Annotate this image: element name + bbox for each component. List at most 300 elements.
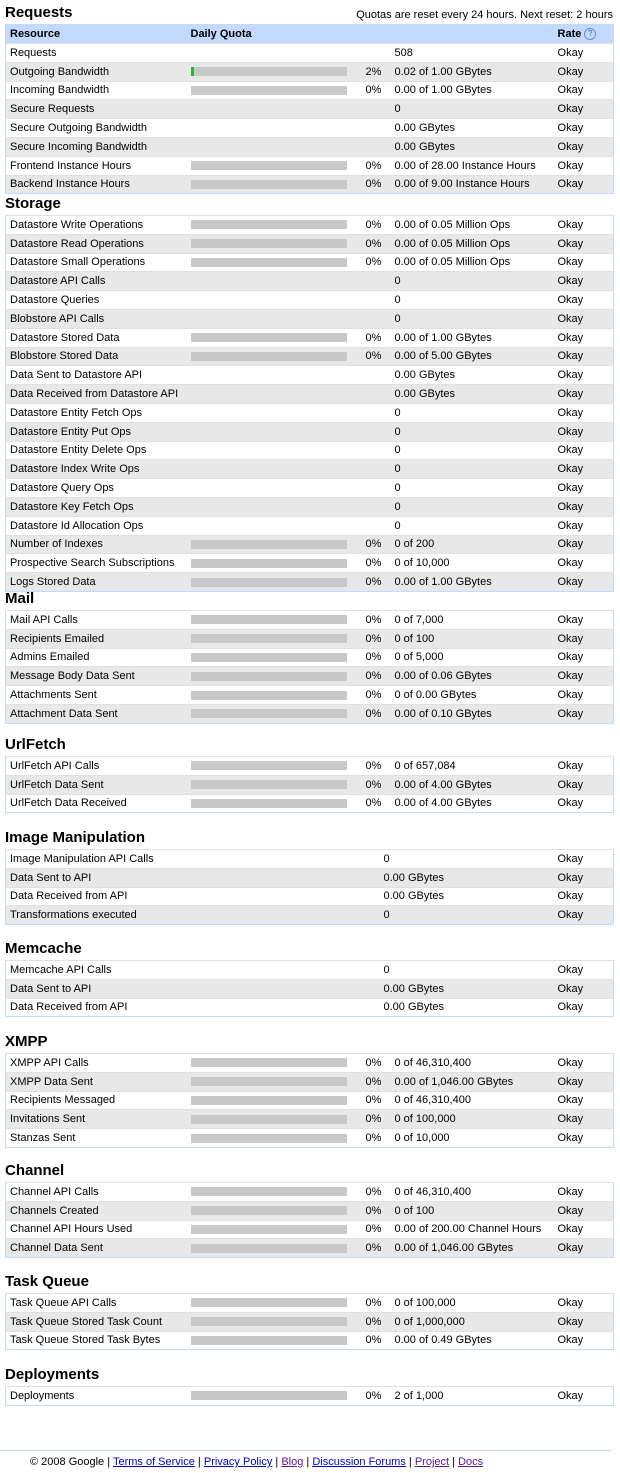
quota-bar-cell: [187, 272, 354, 291]
quota-bar: [191, 1077, 347, 1086]
quota-value: 0.00 of 1.00 GBytes: [391, 81, 554, 100]
resource-name: Recipients Messaged: [6, 1091, 187, 1110]
section-title: [5, 829, 613, 849]
table-row: [6, 757, 614, 776]
quota-bar-cell: [187, 291, 354, 310]
quota-bar: [191, 1391, 347, 1400]
quota-bar: [191, 672, 347, 681]
quota-table: [5, 1293, 614, 1350]
table-row: [6, 479, 614, 498]
resource-name: XMPP Data Sent: [6, 1072, 187, 1091]
table-row: [6, 1091, 614, 1110]
quota-percent: 0%: [354, 347, 391, 366]
resource-name: Datastore Key Fetch Ops: [6, 497, 187, 516]
quota-table: [5, 1386, 614, 1406]
quota-table: [5, 960, 614, 1017]
table-row: [6, 868, 614, 887]
quota-percent: [354, 137, 391, 156]
empty-cell: [187, 998, 380, 1017]
quota-value: 0.00 of 0.10 GBytes: [391, 704, 554, 723]
resource-name: Datastore Small Operations: [6, 253, 187, 272]
quota-bar: [191, 1298, 347, 1307]
resource-name: Datastore Entity Fetch Ops: [6, 403, 187, 422]
section-storage: [5, 195, 613, 592]
quota-value: 0 of 1,000,000: [391, 1312, 554, 1331]
quota-value: 0.00 GBytes: [391, 137, 554, 156]
quota-table: [5, 24, 614, 194]
rate-status: Okay: [554, 794, 614, 813]
resource-name: Secure Requests: [6, 100, 187, 119]
resource-name: Admins Emailed: [6, 648, 187, 667]
resource-name: Frontend Instance Hours: [6, 156, 187, 175]
quota-percent: 0%: [354, 794, 391, 813]
quota-percent: 0%: [354, 554, 391, 573]
quota-bar-cell: [187, 100, 354, 119]
table-row: [6, 667, 614, 686]
table-row: [6, 366, 614, 385]
quota-bar-cell: [187, 460, 354, 479]
rate-status: Okay: [554, 648, 614, 667]
quota-value: 0 of 10,000: [391, 554, 554, 573]
section-xmpp: [5, 1033, 613, 1148]
rate-status: Okay: [554, 1387, 614, 1406]
resource-name: Logs Stored Data: [6, 573, 187, 592]
quota-percent: 0%: [354, 1201, 391, 1220]
quota-bar-cell: [187, 1091, 354, 1110]
quota-bar-cell: [187, 1312, 354, 1331]
resource-name: Channel API Hours Used: [6, 1220, 187, 1239]
quota-bar-cell: [187, 309, 354, 328]
quota-bar-cell: [187, 1387, 354, 1406]
section-deployments: [5, 1366, 613, 1406]
quota-percent: [354, 516, 391, 535]
header-resource: Resource: [6, 25, 187, 44]
rate-status: Okay: [554, 347, 614, 366]
quota-value: 0: [391, 291, 554, 310]
rate-status: Okay: [554, 535, 614, 554]
quota-percent: [354, 497, 391, 516]
resource-name: Datastore Entity Delete Ops: [6, 441, 187, 460]
rate-status: Okay: [554, 441, 614, 460]
empty-cell: [187, 850, 380, 869]
section-title-text: Mail: [5, 590, 35, 607]
quota-percent: 0%: [354, 216, 391, 235]
empty-cell: [187, 961, 380, 980]
resource-name: Blobstore API Calls: [6, 309, 187, 328]
table-row: [6, 998, 614, 1017]
quota-bar-cell: [187, 704, 354, 723]
quota-bar: [191, 691, 347, 700]
section-channel: [5, 1162, 613, 1258]
section-title-text: XMPP: [5, 1033, 48, 1050]
rate-status: Okay: [554, 119, 614, 138]
quota-bar: [191, 615, 347, 624]
section-title-text: Storage: [5, 195, 61, 212]
table-row: [6, 794, 614, 813]
quota-value: 0 of 0.00 GBytes: [391, 686, 554, 705]
footer: [0, 1450, 612, 1468]
quota-value: 0.00 of 9.00 Instance Hours: [391, 175, 554, 194]
quota-value: 0: [380, 850, 554, 869]
quota-bar: [191, 634, 347, 643]
resource-name: Channel API Calls: [6, 1183, 187, 1202]
quota-bar-cell: [187, 1183, 354, 1202]
quota-value: 2 of 1,000: [391, 1387, 554, 1406]
footer-link-blog[interactable]: Blog: [281, 1456, 304, 1468]
rate-status: Okay: [554, 156, 614, 175]
quota-bar: [191, 161, 347, 170]
resource-name: Data Received from API: [6, 887, 187, 906]
rate-status: Okay: [554, 1331, 614, 1350]
resource-name: UrlFetch Data Received: [6, 794, 187, 813]
quota-percent: 0%: [354, 1387, 391, 1406]
rate-status: Okay: [554, 497, 614, 516]
table-row: [6, 1220, 614, 1239]
quota-value: 0.00 of 1,046.00 GBytes: [391, 1239, 554, 1258]
section-title-text: Image Manipulation: [5, 829, 146, 846]
resource-name: Attachments Sent: [6, 686, 187, 705]
table-row: [6, 887, 614, 906]
rate-status: Okay: [554, 62, 614, 81]
quota-bar: [191, 780, 347, 789]
quota-bar: [191, 1336, 347, 1345]
quota-bar: [191, 67, 347, 76]
footer-link-docs[interactable]: Docs: [458, 1456, 484, 1468]
quota-value: 0.00 of 0.05 Million Ops: [391, 253, 554, 272]
quota-value: 0: [391, 479, 554, 498]
quota-percent: 0%: [354, 1072, 391, 1091]
quota-value: 0 of 657,084: [391, 757, 554, 776]
table-row: [6, 1239, 614, 1258]
quota-percent: 2%: [354, 62, 391, 81]
quota-percent: 0%: [354, 156, 391, 175]
table-row: [6, 441, 614, 460]
quota-percent: 0%: [354, 686, 391, 705]
rate-status: Okay: [554, 137, 614, 156]
quota-bar: [191, 333, 347, 342]
section-memcache: [5, 940, 613, 1017]
resource-name: Channel Data Sent: [6, 1239, 187, 1258]
quota-bar-cell: [187, 794, 354, 813]
table-row: [6, 100, 614, 119]
table-row: [6, 648, 614, 667]
resource-name: Data Sent to API: [6, 868, 187, 887]
quota-bar-cell: [187, 1129, 354, 1148]
quota-bar: [191, 578, 347, 587]
rate-status: Okay: [554, 686, 614, 705]
quota-bar-cell: [187, 757, 354, 776]
quota-percent: 0%: [354, 234, 391, 253]
rate-status: Okay: [554, 961, 614, 980]
quota-bar: [191, 1225, 347, 1234]
table-row: [6, 629, 614, 648]
quota-bar: [191, 258, 347, 267]
quota-bar-cell: [187, 1110, 354, 1129]
quota-value: 0.00 of 0.06 GBytes: [391, 667, 554, 686]
rate-status: Okay: [554, 1091, 614, 1110]
rate-status: Okay: [554, 998, 614, 1017]
quota-bar-cell: [187, 216, 354, 235]
resource-name: Requests: [6, 44, 187, 63]
quota-value: 0: [391, 272, 554, 291]
header-daily-quota: Daily Quota: [187, 25, 554, 44]
resource-name: Task Queue Stored Task Count: [6, 1312, 187, 1331]
quota-bar: [191, 1096, 347, 1105]
resource-name: Secure Outgoing Bandwidth: [6, 119, 187, 138]
quota-bar-cell: [187, 403, 354, 422]
help-icon[interactable]: ?: [584, 28, 596, 40]
table-row: [6, 573, 614, 592]
resource-name: Data Sent to API: [6, 979, 187, 998]
quota-value: 0 of 10,000: [391, 1129, 554, 1148]
quota-bar: [191, 1244, 347, 1253]
quota-bar-cell: [187, 497, 354, 516]
quota-value: 0 of 200: [391, 535, 554, 554]
rate-status: Okay: [554, 216, 614, 235]
quota-percent: [354, 366, 391, 385]
quota-percent: [354, 479, 391, 498]
quota-bar-cell: [187, 573, 354, 592]
quota-value: 0: [380, 961, 554, 980]
section-title: [5, 940, 613, 960]
table-row: [6, 497, 614, 516]
empty-cell: [187, 887, 380, 906]
resource-name: UrlFetch Data Sent: [6, 775, 187, 794]
quota-bar-cell: [187, 253, 354, 272]
quota-percent: [354, 309, 391, 328]
quota-percent: 0%: [354, 1110, 391, 1129]
table-row: [6, 1183, 614, 1202]
resource-name: Channels Created: [6, 1201, 187, 1220]
quota-percent: 0%: [354, 175, 391, 194]
quota-value: 0.00 of 1.00 GBytes: [391, 328, 554, 347]
rate-status: Okay: [554, 887, 614, 906]
quota-value: 0.00 of 5.00 GBytes: [391, 347, 554, 366]
quota-value: 0.00 GBytes: [391, 385, 554, 404]
rate-status: Okay: [554, 403, 614, 422]
section-image-manipulation: [5, 829, 613, 925]
quota-value: 0.00 of 1,046.00 GBytes: [391, 1072, 554, 1091]
footer-separator: |: [194, 1456, 204, 1468]
footer-separator: |: [272, 1456, 282, 1468]
quota-value: 0: [391, 309, 554, 328]
quota-value: 0: [391, 100, 554, 119]
rate-status: Okay: [554, 775, 614, 794]
resource-name: Data Received from API: [6, 998, 187, 1017]
quota-value: 0 of 100: [391, 1201, 554, 1220]
table-row: [6, 704, 614, 723]
rate-status: Okay: [554, 611, 614, 630]
rate-status: Okay: [554, 1312, 614, 1331]
quota-value: 0 of 46,310,400: [391, 1054, 554, 1073]
quota-value: 0.00 of 0.05 Million Ops: [391, 234, 554, 253]
quota-bar-cell: [187, 554, 354, 573]
quota-percent: 0%: [354, 573, 391, 592]
quota-table: [5, 610, 614, 724]
rate-status: Okay: [554, 1054, 614, 1073]
quota-percent: [354, 460, 391, 479]
rate-status: Okay: [554, 667, 614, 686]
quota-value: 0.00 of 200.00 Channel Hours: [391, 1220, 554, 1239]
quota-bar-cell: [187, 775, 354, 794]
table-row: [6, 535, 614, 554]
quota-percent: 0%: [354, 81, 391, 100]
quota-bar-cell: [187, 62, 354, 81]
quota-percent: 0%: [354, 648, 391, 667]
quota-value: 0.00 GBytes: [380, 887, 554, 906]
quota-value: 0.02 of 1.00 GBytes: [391, 62, 554, 81]
table-row: [6, 1072, 614, 1091]
quota-value: 0 of 100: [391, 629, 554, 648]
quota-bar: [191, 761, 347, 770]
table-row: [6, 422, 614, 441]
quota-percent: [354, 291, 391, 310]
section-requests: [5, 4, 613, 194]
quota-percent: [354, 119, 391, 138]
resource-name: Transformations executed: [6, 906, 187, 925]
quota-percent: 0%: [354, 1239, 391, 1258]
quota-bar-cell: [187, 1239, 354, 1258]
table-row: [6, 906, 614, 925]
resource-name: Datastore Entity Put Ops: [6, 422, 187, 441]
quota-bar-cell: [187, 156, 354, 175]
quota-value: 0: [391, 497, 554, 516]
rate-status: Okay: [554, 1239, 614, 1258]
table-row: [6, 1387, 614, 1406]
table-row: [6, 611, 614, 630]
table-row: [6, 1110, 614, 1129]
quota-bar: [191, 540, 347, 549]
table-row: [6, 385, 614, 404]
section-title-text: UrlFetch: [5, 736, 66, 753]
table-header-row: [6, 25, 614, 44]
footer-link-terms-of-service[interactable]: Terms of Service: [112, 1456, 195, 1468]
rate-status: Okay: [554, 868, 614, 887]
resource-name: UrlFetch API Calls: [6, 757, 187, 776]
quota-percent: 0%: [354, 775, 391, 794]
footer-separator: |: [303, 1456, 313, 1468]
quota-percent: [354, 403, 391, 422]
rate-status: Okay: [554, 704, 614, 723]
quota-value: 0 of 5,000: [391, 648, 554, 667]
table-row: [6, 253, 614, 272]
rate-status: Okay: [554, 81, 614, 100]
rate-status: Okay: [554, 1110, 614, 1129]
quota-bar-cell: [187, 328, 354, 347]
copyright: © 2008 Google: [30, 1456, 105, 1468]
quota-bar-cell: [187, 648, 354, 667]
quota-percent: 0%: [354, 629, 391, 648]
section-title: [5, 1273, 613, 1293]
footer-link-discussion-forums[interactable]: Discussion Forums: [312, 1456, 406, 1468]
quota-bar-cell: [187, 611, 354, 630]
rate-status: Okay: [554, 291, 614, 310]
section-title-text: Deployments: [5, 1366, 100, 1383]
quota-value: 0.00 of 0.05 Million Ops: [391, 216, 554, 235]
quota-percent: 0%: [354, 1294, 391, 1313]
quota-bar-cell: [187, 667, 354, 686]
quota-bar-cell: [187, 137, 354, 156]
rate-status: Okay: [554, 906, 614, 925]
footer-link-project[interactable]: Project: [414, 1456, 450, 1468]
rate-status: Okay: [554, 328, 614, 347]
quota-percent: [354, 272, 391, 291]
quota-bar-cell: [187, 516, 354, 535]
rate-status: Okay: [554, 850, 614, 869]
section-title: [5, 4, 613, 24]
quota-percent: 0%: [354, 1091, 391, 1110]
section-urlfetch: [5, 736, 613, 813]
resource-name: Number of Indexes: [6, 535, 187, 554]
resource-name: Blobstore Stored Data: [6, 347, 187, 366]
quota-bar-cell: [187, 535, 354, 554]
table-row: [6, 175, 614, 194]
quota-bar: [191, 559, 347, 568]
quota-bar-cell: [187, 422, 354, 441]
footer-link-privacy-policy[interactable]: Privacy Policy: [203, 1456, 273, 1468]
table-row: [6, 850, 614, 869]
quota-percent: [354, 100, 391, 119]
rate-status: Okay: [554, 554, 614, 573]
section-title: [5, 1033, 613, 1053]
resource-name: Data Sent to Datastore API: [6, 366, 187, 385]
table-row: [6, 516, 614, 535]
rate-status: Okay: [554, 253, 614, 272]
rate-status: Okay: [554, 1129, 614, 1148]
quota-table: [5, 756, 614, 813]
quota-bar: [191, 180, 347, 189]
resource-name: Stanzas Sent: [6, 1129, 187, 1148]
quota-value: 0: [391, 422, 554, 441]
quota-bar-cell: [187, 44, 354, 63]
footer-links: [30, 1456, 612, 1468]
table-row: [6, 137, 614, 156]
resource-name: Attachment Data Sent: [6, 704, 187, 723]
quota-value: 0: [391, 441, 554, 460]
table-row: [6, 1201, 614, 1220]
resource-name: XMPP API Calls: [6, 1054, 187, 1073]
resource-name: Message Body Data Sent: [6, 667, 187, 686]
section-title: [5, 590, 613, 610]
footer-separator: |: [449, 1456, 459, 1468]
quota-percent: [354, 422, 391, 441]
quota-value: 0: [391, 403, 554, 422]
quota-value: 0.00 of 28.00 Instance Hours: [391, 156, 554, 175]
table-row: [6, 234, 614, 253]
quota-table: [5, 215, 614, 592]
section-title-text: Memcache: [5, 940, 82, 957]
table-row: [6, 686, 614, 705]
table-row: [6, 328, 614, 347]
table-row: [6, 460, 614, 479]
resource-name: Prospective Search Subscriptions: [6, 554, 187, 573]
resource-name: Recipients Emailed: [6, 629, 187, 648]
quota-percent: [354, 44, 391, 63]
quota-percent: 0%: [354, 611, 391, 630]
rate-status: Okay: [554, 100, 614, 119]
table-row: [6, 1331, 614, 1350]
quota-value: 0 of 100,000: [391, 1294, 554, 1313]
quota-percent: 0%: [354, 253, 391, 272]
rate-status: Okay: [554, 1220, 614, 1239]
table-row: [6, 1129, 614, 1148]
empty-cell: [187, 979, 380, 998]
section-title-text: Channel: [5, 1162, 65, 1179]
rate-status: Okay: [554, 385, 614, 404]
rate-status: Okay: [554, 757, 614, 776]
quota-bar: [191, 1134, 347, 1143]
section-title: [5, 736, 613, 756]
